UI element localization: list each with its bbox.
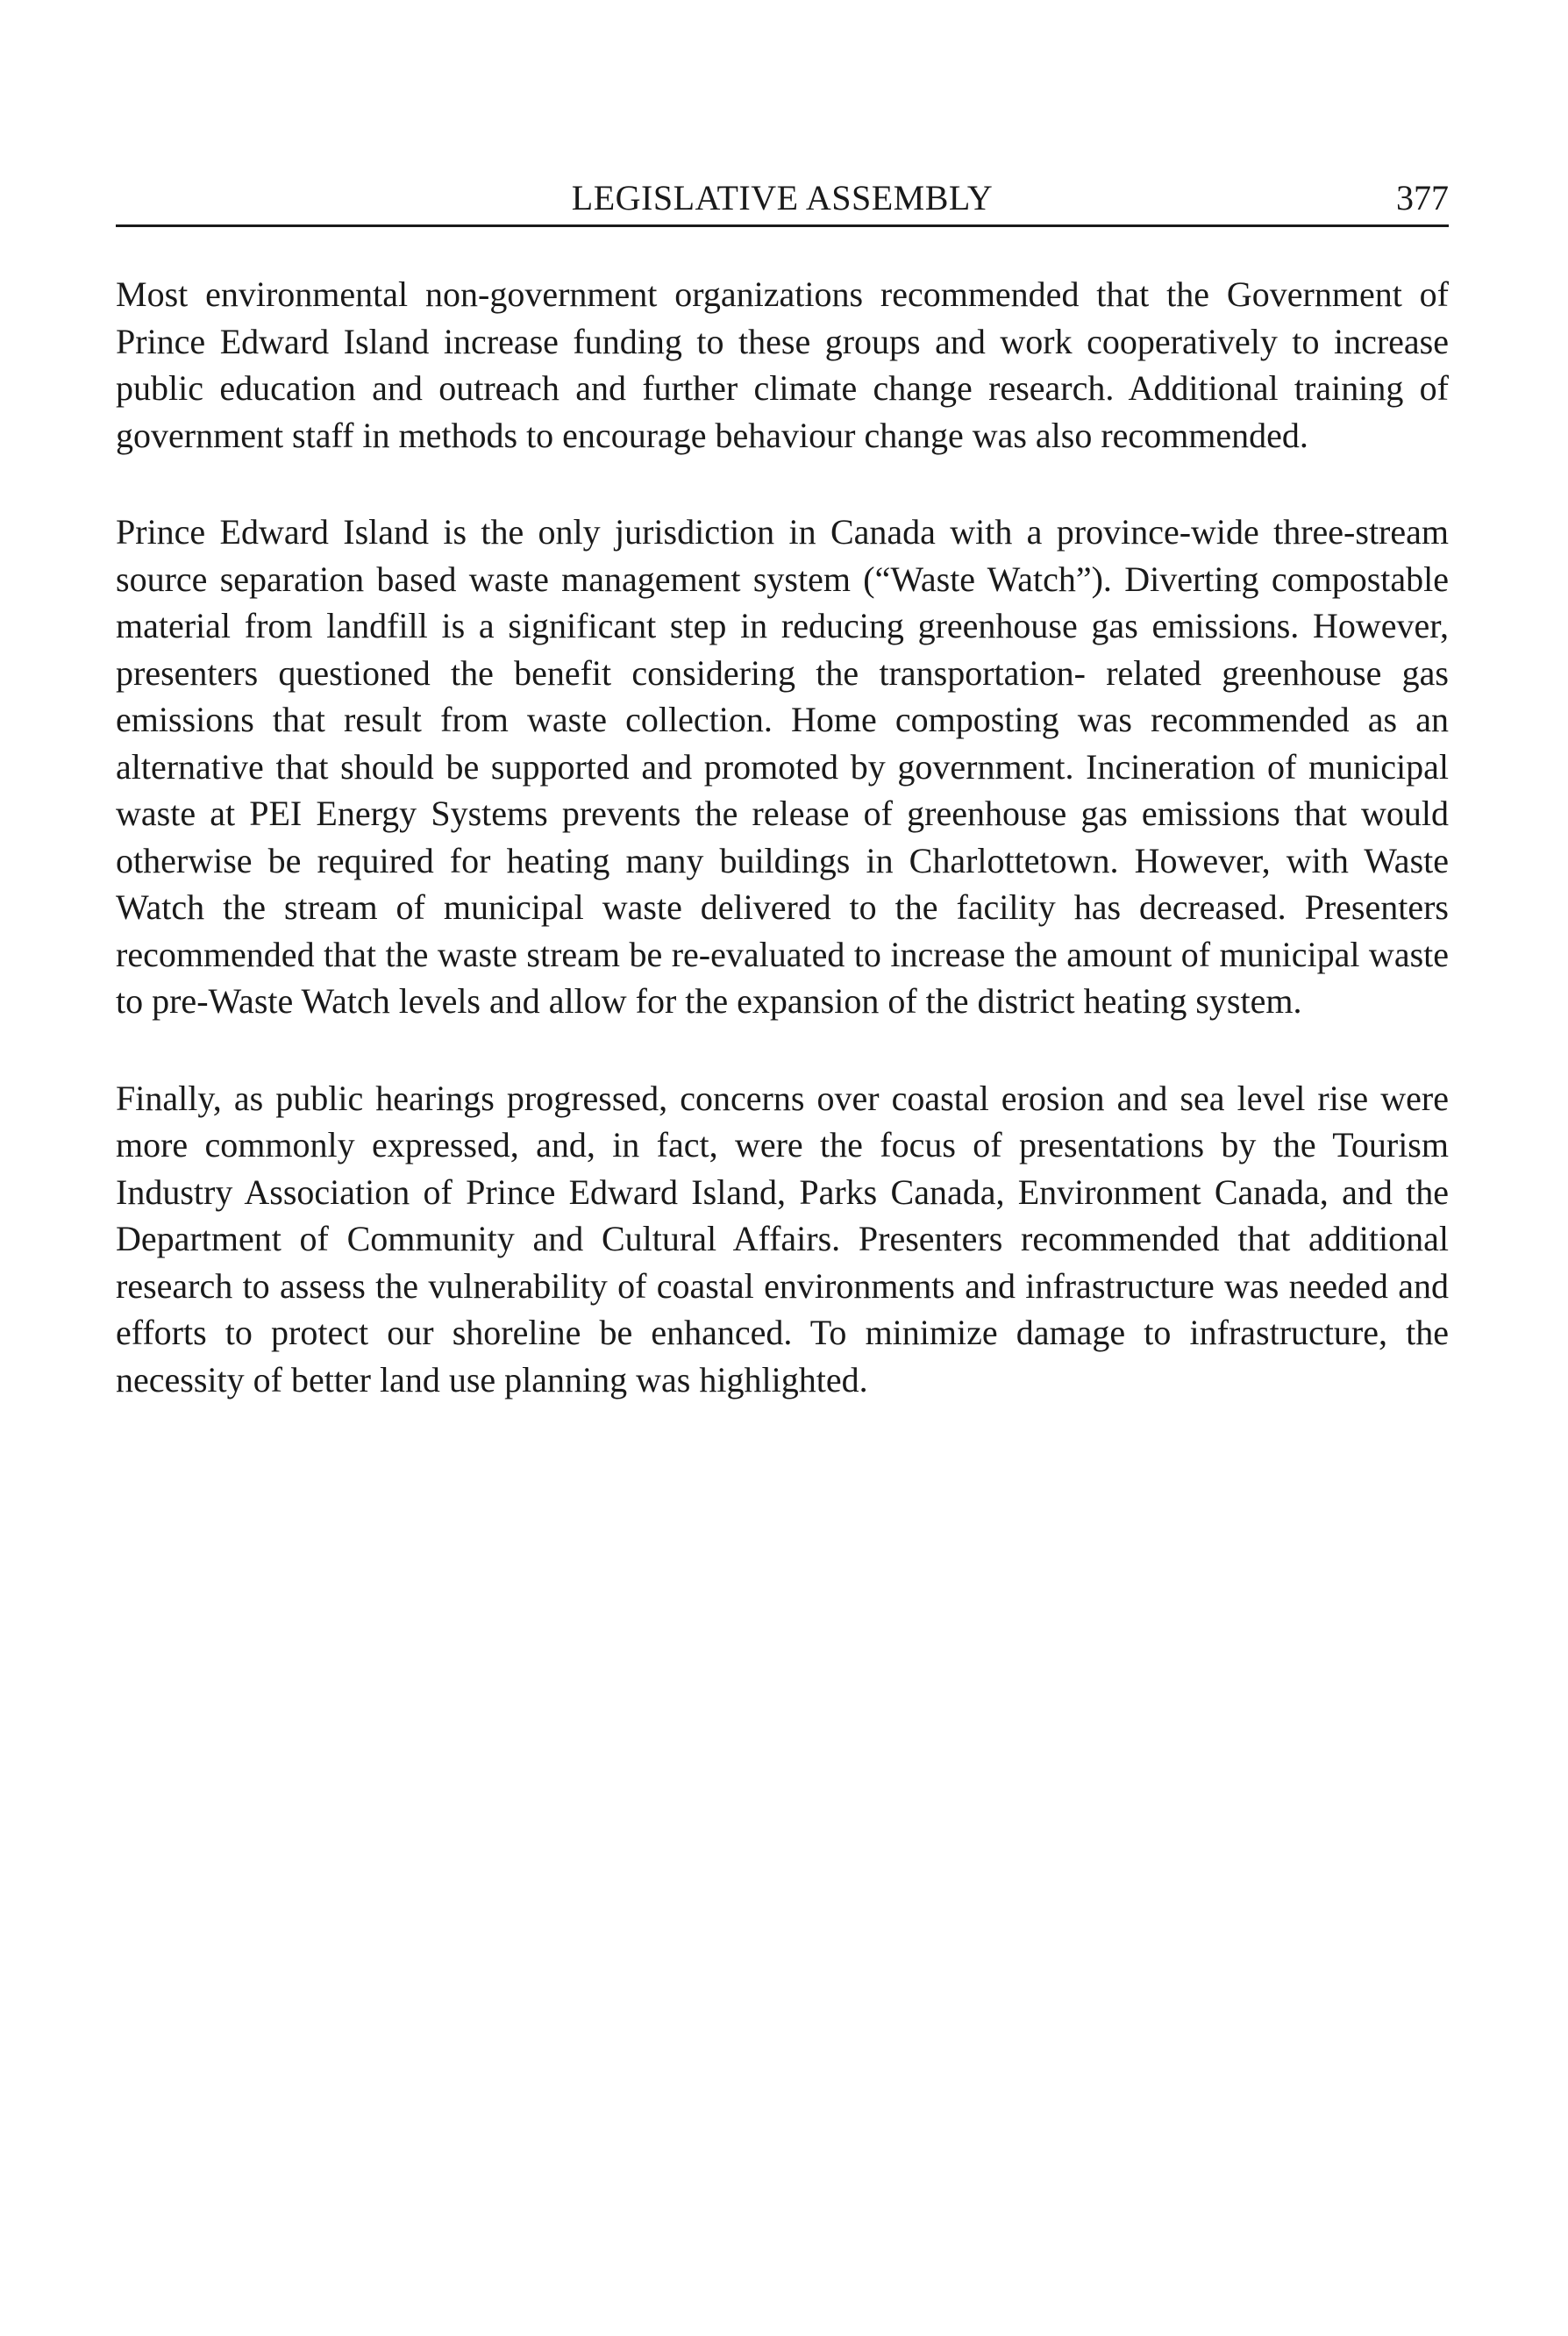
body-text [116, 271, 1449, 1403]
page-number: 377 [1396, 178, 1449, 217]
document-page [116, 175, 1449, 1453]
header-title: LEGISLATIVE ASSEMBLY [571, 178, 994, 217]
paragraph-coastal-erosion: Finally, as public hearings progressed, concerns over coastal erosion and sea level rise were more commonly expressed, and, in fact, were the focus of presentations by the Tourism Industry Association of Prince Edward Island, Parks Canada, Environment Canada, and the Department of Community and Cultural Affairs. Presenters recommended that additional research to assess the vulnerability of coastal environments and infrastructure was needed and efforts to protect our shoreline be enhanced. To minimize damage to infrastructure, the necessity of better land use planning was highlighted. [116, 1078, 1449, 1399]
paragraph-waste-watch: Prince Edward Island is the only jurisdiction in Canada with a province-wide three-stream source separation based waste management system (“Waste Watch”). Diverting compostable material from landfill is a significant step in reducing greenhouse gas emissions. However, presenters questioned the benefit considering the transportation- related greenhouse gas emissions that result from waste collection. Home composting was recommended as an alternative that should be supported and promoted by government. Incineration of municipal waste at PEI Energy Systems prevents the release of greenhouse gas emissions that would otherwise be required for heating many buildings in Charlottetown. However, with Waste Watch the stream of municipal waste delivered to the facility has decreased. Presenters recommended that the waste stream be re-evaluated to increase the amount of municipal waste to pre-Waste Watch levels and allow for the expansion of the district heating system. [116, 512, 1449, 1021]
running-header [116, 175, 1449, 227]
paragraph-environmental-ngos: Most environmental non-government organizations recommended that the Government of Prince Edward Island increase funding to these groups and work cooperatively to increase public education and outreach and further climate change research. Additional training of government staff in methods to encourage behaviour change was also recommended. [116, 274, 1449, 455]
